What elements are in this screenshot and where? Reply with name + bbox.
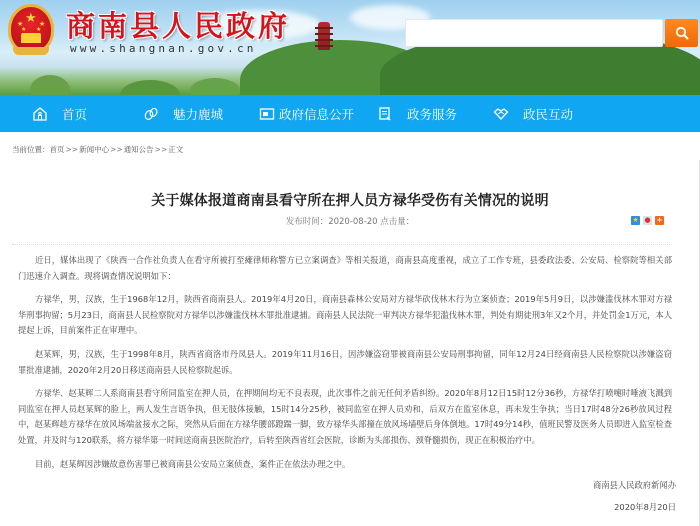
breadcrumb-notices[interactable]: 通知公告 bbox=[123, 145, 154, 154]
more-share-icon[interactable]: + bbox=[656, 216, 663, 224]
search-button[interactable] bbox=[665, 19, 698, 47]
share-bar bbox=[631, 216, 664, 225]
article-paragraph: 方禄华、赵某辉二人系商南县看守所同监室在押人员，在押期间均无不良表现，此次事件之前无任何矛盾纠纷。2020年8月12日15时12分36秒，方禄华打喷嚏时唾液飞溅到同监室在押人员赵某辉的脸上，两人发生言语争执，但无肢体接触，15时14分25秒，被同监室在押人员劝和，后双方在监室休息，再未发生争执；当日17时48分26秒放风过程中，赵某辉趁方禄华在放风场端盆接水之际，突然从后面在方禄华腰部蹬踹一脚，致方禄华头部撞在放风场墙壁后身体倒地。17时49分14秒，值班民警及医务人员即进入监室检查处置，并及时与120联系，将方禄华第一时间送商南县医院治疗，后转至陕西省红会医院，诊断为头部损伤、颈脊髓损伤，现正在积极治疗中。 bbox=[18, 388, 672, 445]
handshake-icon bbox=[493, 106, 509, 122]
pagoda-image bbox=[318, 22, 330, 50]
nav-item-label: 魅力鹿城 bbox=[173, 106, 224, 122]
nav-item-charm-lucheng[interactable] bbox=[143, 95, 223, 132]
breadcrumb-prefix: 当前位置： bbox=[12, 145, 50, 154]
nav-item-gov-info-disclosure[interactable] bbox=[259, 95, 354, 132]
qzone-icon[interactable]: ★ bbox=[632, 216, 639, 224]
search-input[interactable] bbox=[405, 19, 663, 47]
breadcrumb-separator: >> bbox=[154, 145, 168, 154]
title-divider bbox=[12, 244, 672, 245]
search-icon bbox=[675, 26, 689, 40]
article-paragraph: 方禄华，男，汉族，生于1968年12月，陕西省商南县人。2019年4月20日，商南县森林公安局对方禄华砍伐林木行为立案侦查；2019年5月9日，以涉嫌滥伐林木罪对方禄华刑事拘留；5月23日，商南县人民检察院对方禄华以涉嫌滥伐林木罪批准逮捕。商南县人民法院一审判决方禄华犯滥伐林木罪，判处有期徒刑3年又2个月，并处罚金1万元，本人提起上诉，目前案件正在审理中。 bbox=[18, 294, 672, 336]
home-icon bbox=[32, 106, 48, 122]
banner-tree bbox=[190, 78, 240, 95]
nav-item-label: 政民互动 bbox=[523, 106, 574, 122]
nav-item-home[interactable] bbox=[32, 95, 87, 132]
header-banner bbox=[0, 0, 700, 95]
article-paragraph: 赵某辉，男，汉族，生于1998年8月，陕西省商洛市丹凤县人。2019年11月16日，因涉嫌盗窃罪被商南县公安局刑事拘留，同年12月24日经商南县人民检察院以涉嫌盗窃罪批准逮捕，2020年2月20日移送商南县人民检察院起诉。 bbox=[18, 348, 672, 375]
breadcrumb-current: 正文 bbox=[168, 145, 184, 154]
article-date: 2020年8月20日 bbox=[614, 502, 676, 512]
breadcrumb bbox=[12, 144, 183, 155]
nav-item-public-interaction[interactable] bbox=[493, 95, 573, 132]
banner-tree bbox=[120, 80, 180, 95]
breadcrumb-home[interactable]: 首页 bbox=[49, 145, 65, 154]
article-paragraph: 目前，赵某辉因涉嫌故意伤害罪已被商南县公安局立案侦查，案件正在依法办理之中。 bbox=[35, 458, 351, 469]
weibo-icon[interactable]: ● bbox=[644, 216, 651, 224]
article-meta: 发布时间：2020-08-20 点击量： bbox=[285, 217, 415, 227]
banner-tree bbox=[30, 75, 70, 95]
rings-icon bbox=[143, 106, 159, 122]
breadcrumb-separator: >> bbox=[110, 145, 123, 154]
window-icon bbox=[259, 106, 275, 122]
national-emblem-logo: ★ ★ ★ ★ ★ bbox=[8, 4, 54, 54]
site-url: www.shangnan.gov.cn bbox=[70, 42, 257, 55]
article-paragraph: 近日，媒体出现了《陕西一合作社负责人在看守所被打至瘫律师称警方已立案调查》等相关报道，商南县高度重视，成立了工作专班，县委政法委、公安局、检察院等相关部门迅速介入调查。现将调查情况说明如下： bbox=[18, 255, 672, 281]
article-body bbox=[18, 253, 672, 480]
breadcrumb-news-center[interactable]: 新闻中心 bbox=[79, 145, 110, 154]
article-title: 关于媒体报道商南县看守所在押人员方禄华受伤有关情况的说明 bbox=[151, 193, 549, 209]
nav-item-gov-services[interactable] bbox=[377, 95, 457, 132]
nav-item-label: 政务服务 bbox=[407, 106, 458, 122]
nav-item-label: 政府信息公开 bbox=[279, 106, 355, 122]
site-title[interactable]: 商南县人民政府 bbox=[66, 9, 291, 43]
nav-item-label: 首页 bbox=[62, 106, 88, 122]
breadcrumb-separator: >> bbox=[65, 145, 79, 154]
document-icon bbox=[377, 106, 393, 122]
article-signature: 商南县人民政府新闻办 bbox=[593, 480, 676, 490]
main-nav bbox=[0, 95, 700, 132]
